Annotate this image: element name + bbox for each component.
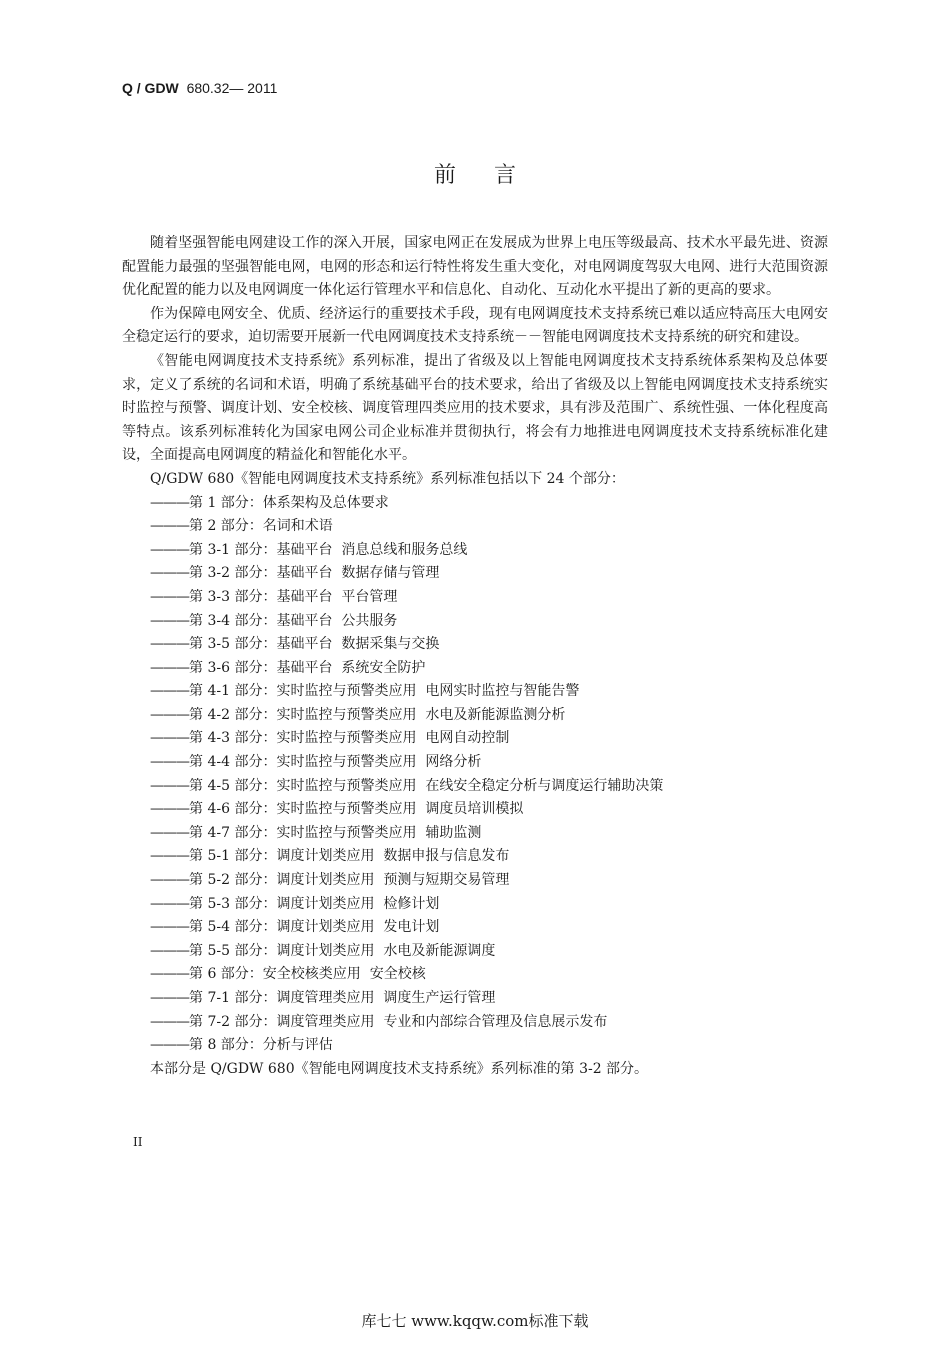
part-dash: ——— xyxy=(150,730,189,747)
part-item xyxy=(122,869,828,893)
part-dash: ——— xyxy=(150,895,189,912)
part-dash: ——— xyxy=(150,588,189,605)
part-item xyxy=(122,727,828,751)
part-item xyxy=(122,633,828,657)
part-dash: ——— xyxy=(150,990,189,1006)
part-dash: ——— xyxy=(150,848,189,865)
part-item xyxy=(122,916,828,940)
part-item xyxy=(122,798,828,822)
page-title: 前言 xyxy=(433,163,554,188)
part-item xyxy=(122,940,828,964)
part-dash: ——— xyxy=(150,1013,189,1030)
part-label: 第 3-4 部分：基础平台 公共服务 xyxy=(189,612,398,629)
part-label: 第 5-2 部分：调度计划类应用 预测与短期交易管理 xyxy=(189,872,510,889)
part-label: 第 5-1 部分：调度计划类应用 数据申报与信息发布 xyxy=(189,848,510,865)
part-item xyxy=(122,987,828,1011)
part-item xyxy=(122,657,828,681)
part-label: 第 3-1 部分：基础平台 消息总线和服务总线 xyxy=(189,541,468,558)
part-item xyxy=(122,539,828,563)
part-dash: ——— xyxy=(150,541,189,558)
closing-paragraph: 本部分是 Q/GDW 680《智能电网调度技术支持系统》系列标准的第 3-2 部分。 xyxy=(150,1060,649,1077)
part-item xyxy=(122,562,828,586)
part-item xyxy=(122,610,828,634)
part-label: 第 4-3 部分：实时监控与预警类应用 电网自动控制 xyxy=(189,730,510,747)
part-label: 第 4-2 部分：实时监控与预警类应用 水电及新能源监测分析 xyxy=(189,706,566,723)
part-item xyxy=(122,492,828,516)
part-label: 第 4-1 部分：实时监控与预警类应用 电网实时监控与智能告警 xyxy=(189,683,580,700)
part-label: 第 4-7 部分：实时监控与预警类应用 辅助监测 xyxy=(189,824,482,841)
part-dash: ——— xyxy=(150,683,189,700)
part-item xyxy=(122,586,828,610)
part-label: 第 4-4 部分：实时监控与预警类应用 网络分析 xyxy=(189,754,482,771)
part-label: 第 8 部分：分析与评估 xyxy=(189,1037,333,1054)
document-header xyxy=(122,80,277,96)
standard-number: 680.32— 2011 xyxy=(186,80,278,96)
part-item xyxy=(122,515,828,539)
part-label: 第 5-5 部分：调度计划类应用 水电及新能源调度 xyxy=(189,942,496,959)
part-label: 第 2 部分：名词和术语 xyxy=(189,518,333,535)
part-label: 第 1 部分：体系架构及总体要求 xyxy=(189,494,389,511)
paragraph: 随着坚强智能电网建设工作的深入开展，国家电网正在发展成为世界上电压等级最高、技术水平最先进、资源配置能力最强的坚强智能电网，电网的形态和运行特性将发生重大变化，对电网调度驾驭大电网、进行大范围资源优化配置的能力以及电网调度一体化运行管理水平和信息化、自动化、互动化水平提出了新的更高的要求。 xyxy=(122,235,828,299)
part-item xyxy=(122,751,828,775)
footer-watermark: 库七七 www.kqqw.com标准下载 xyxy=(361,1312,589,1330)
part-dash: ——— xyxy=(150,565,189,582)
part-item xyxy=(122,845,828,869)
part-item xyxy=(122,680,828,704)
part-dash: ——— xyxy=(150,659,189,676)
part-dash: ——— xyxy=(150,777,189,794)
part-item xyxy=(122,704,828,728)
part-dash: ——— xyxy=(150,1037,189,1054)
page-number: II xyxy=(133,1135,143,1149)
part-dash: ——— xyxy=(150,612,189,629)
part-dash: ——— xyxy=(150,824,189,841)
paragraph: 作为保障电网安全、优质、经济运行的重要技术手段，现有电网调度技术支持系统已难以适应特高压大电网安全稳定运行的要求，迫切需要开展新一代电网调度技术支持系统－－智能电网调度技术支持系统的研究和建设。 xyxy=(122,305,828,346)
part-label: 第 3-6 部分：基础平台 系统安全防护 xyxy=(189,659,426,676)
part-dash: ——— xyxy=(150,636,189,653)
part-label: 第 7-2 部分：调度管理类应用 专业和内部综合管理及信息展示发布 xyxy=(189,1013,608,1030)
part-dash: ——— xyxy=(150,754,189,771)
parts-list xyxy=(122,492,828,1058)
part-item xyxy=(122,893,828,917)
part-dash: ——— xyxy=(150,518,189,535)
standard-code: Q / GDW xyxy=(122,80,179,96)
part-item xyxy=(122,963,828,987)
part-dash: ——— xyxy=(150,494,189,511)
part-dash: ——— xyxy=(150,966,189,983)
paragraph: 《智能电网调度技术支持系统》系列标准，提出了省级及以上智能电网调度技术支持系统体系架构及总体要求，定义了系统的名词和术语，明确了系统基础平台的技术要求，给出了省级及以上智能电网调度技术支持系统实时监控与预警、调度计划、安全校核、调度管理四类应用的技术要求，具有涉及范围广、系统性强、一体化程度高等特点。该系列标准转化为国家电网公司企业标准并贯彻执行，将会有力地推进电网调度技术支持系统标准化建设，全面提高电网调度的精益化和智能化水平。 xyxy=(122,352,828,464)
part-dash: ——— xyxy=(150,942,189,959)
part-dash: ——— xyxy=(150,801,189,818)
part-label: 第 5-4 部分：调度计划类应用 发电计划 xyxy=(189,919,440,936)
part-dash: ——— xyxy=(150,872,189,889)
body-text xyxy=(122,232,828,1081)
part-label: 第 6 部分：安全校核类应用 安全校核 xyxy=(189,966,426,983)
paragraph: Q/GDW 680《智能电网调度技术支持系统》系列标准包括以下 24 个部分： xyxy=(150,470,625,487)
part-label: 第 4-6 部分：实时监控与预警类应用 调度员培训模拟 xyxy=(189,801,524,818)
part-label: 第 3-3 部分：基础平台 平台管理 xyxy=(189,588,398,605)
part-dash: ——— xyxy=(150,706,189,723)
part-item xyxy=(122,822,828,846)
part-label: 第 3-2 部分：基础平台 数据存储与管理 xyxy=(189,565,440,582)
part-dash: ——— xyxy=(150,919,189,936)
part-label: 第 5-3 部分：调度计划类应用 检修计划 xyxy=(189,895,440,912)
part-label: 第 3-5 部分：基础平台 数据采集与交换 xyxy=(189,636,440,653)
part-item xyxy=(122,1011,828,1035)
part-label: 第 7-1 部分：调度管理类应用 调度生产运行管理 xyxy=(189,990,496,1006)
part-label: 第 4-5 部分：实时监控与预警类应用 在线安全稳定分析与调度运行辅助决策 xyxy=(189,777,664,794)
part-item xyxy=(122,1034,828,1058)
part-item xyxy=(122,775,828,799)
